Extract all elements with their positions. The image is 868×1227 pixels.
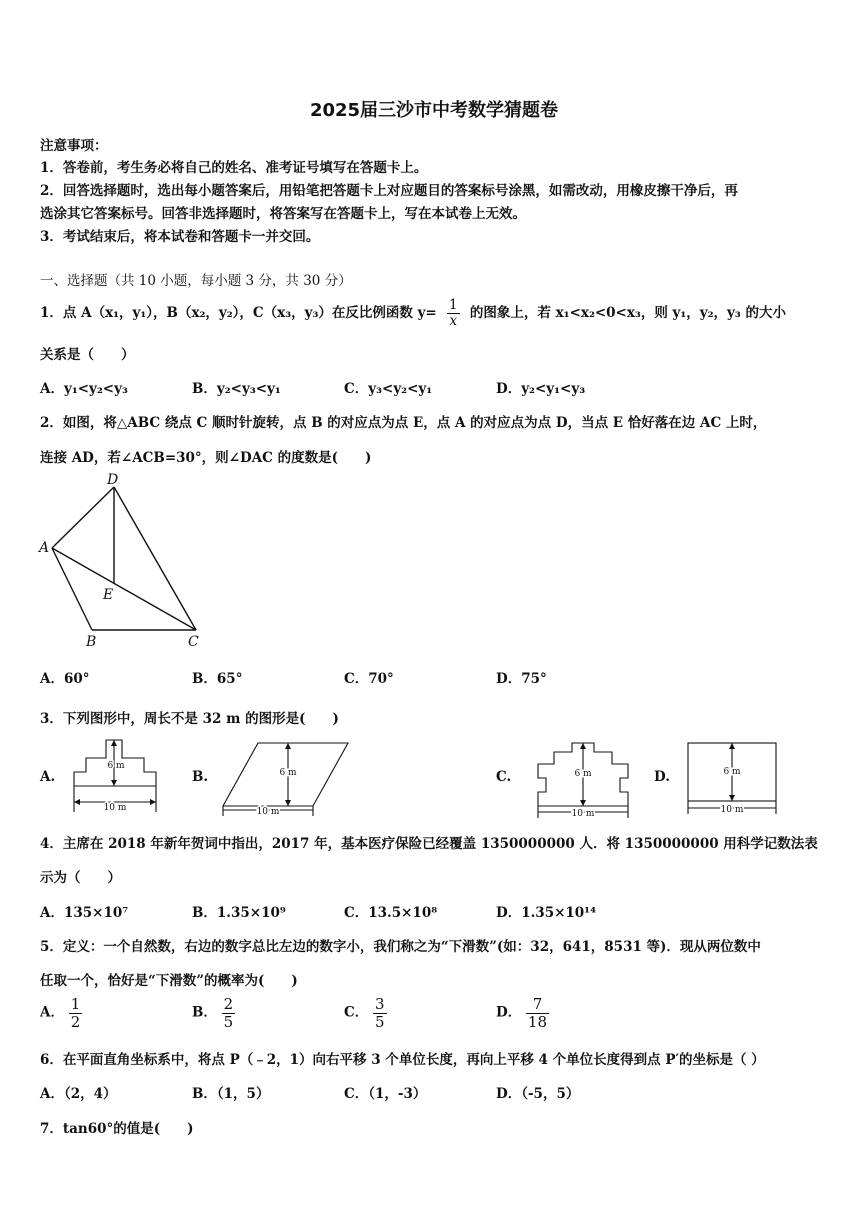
q6-option-a[interactable]: A．（2，4） bbox=[40, 1086, 117, 1102]
width-label: 10 m bbox=[103, 803, 127, 813]
q3-option-d[interactable]: D. bbox=[654, 769, 670, 785]
arrowhead bbox=[285, 743, 291, 749]
q4-line-1: 4．主席在 2018 年新年贺词中指出，2017 年，基本医疗保险已经覆盖 1350000000 人．将 1350000000 用科学记数法表 bbox=[40, 836, 818, 852]
segment-da bbox=[52, 487, 114, 548]
arrowhead bbox=[285, 800, 291, 806]
arrowhead bbox=[729, 795, 735, 801]
option-fraction bbox=[373, 996, 387, 1030]
option-fraction bbox=[526, 996, 549, 1030]
arrowhead bbox=[111, 740, 117, 746]
q3-option-b[interactable]: B. bbox=[192, 769, 209, 785]
frac-num: 3 bbox=[374, 995, 385, 1013]
option-fraction bbox=[222, 996, 236, 1030]
frac-num: 1 bbox=[70, 995, 81, 1013]
q1-text-c: 关系是（ ） bbox=[40, 347, 135, 363]
q1-text-b: 的图象上，若 x₁<x₂<0<x₃，则 y₁，y₂，y₃ 的大小 bbox=[469, 304, 787, 321]
width-label: 10 m bbox=[571, 809, 595, 819]
arrowhead bbox=[729, 743, 735, 749]
q1-frac-num: 1 bbox=[449, 297, 458, 313]
q3-line-1: 3．下列图形中，周长不是 32 m 的图形是( ) bbox=[40, 711, 339, 727]
q5-option-b[interactable] bbox=[192, 996, 235, 1030]
segment-ac bbox=[52, 548, 196, 630]
q6-option-d[interactable]: D．（-5，5） bbox=[496, 1086, 580, 1102]
segment-dc bbox=[114, 487, 196, 630]
arrowhead bbox=[580, 743, 586, 749]
segment-ab bbox=[52, 548, 92, 630]
option-label: A． bbox=[40, 1004, 64, 1021]
q4-option-a[interactable]: A．135×10⁷ bbox=[40, 905, 129, 921]
q3-option-a[interactable]: A. bbox=[40, 769, 56, 785]
height-label: 6 m bbox=[279, 768, 297, 778]
section-heading: 一、选择题（共 10 小题，每小题 3 分，共 30 分） bbox=[40, 273, 352, 289]
label-e: E bbox=[103, 587, 114, 603]
q1-text-a: 1．点 A（x₁，y₁），B（x₂，y₂），C（x₃，y₃）在反比例函数 y= bbox=[40, 304, 437, 321]
option-fraction bbox=[69, 996, 83, 1030]
q1-option-a[interactable]: A．y₁<y₂<y₃ bbox=[40, 381, 128, 397]
q5-option-d[interactable] bbox=[496, 996, 549, 1030]
label-a: A bbox=[39, 540, 50, 556]
q4-option-b[interactable]: B．1.35×10⁹ bbox=[192, 905, 286, 921]
q1-option-c[interactable]: C．y₃<y₂<y₁ bbox=[344, 381, 433, 397]
q2-option-b[interactable]: B．65° bbox=[192, 671, 243, 687]
q3-figure-c bbox=[532, 738, 638, 820]
frac-num: 7 bbox=[526, 996, 549, 1014]
width-label: 10 m bbox=[720, 805, 744, 815]
q2-line-1: 2．如图，将△ABC 绕点 C 顺时针旋转，点 B 的对应点为点 E，点 A 的对应点为点 D，当点 E 恰好落在边 AC 上时， bbox=[40, 415, 767, 431]
height-label: 6 m bbox=[107, 761, 125, 771]
frac-den: 2 bbox=[70, 1012, 81, 1031]
arrowhead bbox=[111, 780, 117, 786]
q3-figure-d bbox=[682, 738, 782, 820]
frac-den: 5 bbox=[374, 1012, 385, 1031]
q3-figure-b bbox=[218, 738, 354, 818]
label-c: C bbox=[188, 634, 199, 650]
notice-item-2b: 选涂其它答案标号。回答非选择题时，将答案写在答题卡上，写在本试卷上无效。 bbox=[40, 206, 526, 222]
option-label: D． bbox=[496, 1004, 522, 1021]
frac-den: 5 bbox=[223, 1012, 234, 1031]
arrowhead bbox=[150, 799, 156, 805]
q6-line-1: 6．在平面直角坐标系中，将点 P（﹣2，1）向右平移 3 个单位长度，再向上平移 4 个单位长度得到点 P′的坐标是（ ） bbox=[40, 1052, 765, 1068]
q4-line-2: 示为（ ） bbox=[40, 870, 121, 886]
notice-item-3: 3．考试结束后，将本试卷和答题卡一并交回。 bbox=[40, 229, 320, 245]
notice-item-1: 1．答卷前，考生务必将自己的姓名、准考证号填写在答题卡上。 bbox=[40, 160, 428, 176]
q3-option-c[interactable]: C. bbox=[496, 769, 512, 785]
q4-option-d[interactable]: D．1.35×10¹⁴ bbox=[496, 905, 597, 921]
q1-fraction bbox=[447, 298, 460, 329]
q2-option-c[interactable]: C．70° bbox=[344, 671, 394, 687]
notice-item-2a: 2．回答选择题时，选出每小题答案后，用铅笔把答题卡上对应题目的答案标号涂黑，如需改动，用橡皮擦干净后，再 bbox=[40, 183, 738, 199]
notice-heading: 注意事项： bbox=[40, 138, 108, 154]
frac-den: 18 bbox=[527, 1012, 548, 1031]
option-label: B． bbox=[192, 1004, 217, 1021]
q2-line-2: 连接 AD，若∠ACB=30°，则∠DAC 的度数是( ) bbox=[40, 450, 372, 466]
q7-line-1: 7．tan60°的值是( ) bbox=[40, 1121, 194, 1137]
frac-num: 2 bbox=[223, 995, 234, 1013]
height-label: 6 m bbox=[723, 767, 741, 777]
q2-option-d[interactable]: D．75° bbox=[496, 671, 547, 687]
q5-option-a[interactable] bbox=[40, 996, 82, 1030]
width-label: 10 m bbox=[256, 807, 280, 817]
q5-line-2: 任取一个，恰好是“下滑数”的概率为( ) bbox=[40, 973, 298, 989]
q2-option-a[interactable]: A．60° bbox=[40, 671, 90, 687]
height-label: 6 m bbox=[574, 769, 592, 779]
q6-option-b[interactable]: B．（1，5） bbox=[192, 1086, 270, 1102]
question-1 bbox=[40, 298, 786, 329]
arrowhead bbox=[74, 799, 80, 805]
q5-line-1: 5．定义：一个自然数，右边的数字总比左边的数字小，我们称之为“下滑数”(如：32，641，8531 等)．现从两位数中 bbox=[40, 939, 761, 955]
arrowhead bbox=[580, 800, 586, 806]
q4-option-c[interactable]: C．13.5×10⁸ bbox=[344, 905, 438, 921]
page-title: 2025届三沙市中考数学猜题卷 bbox=[309, 100, 559, 121]
q6-option-c[interactable]: C．（1，-3） bbox=[344, 1086, 427, 1102]
q1-option-d[interactable]: D．y₂<y₁<y₃ bbox=[496, 381, 586, 397]
q5-option-c[interactable] bbox=[344, 996, 387, 1030]
option-label: C． bbox=[344, 1004, 369, 1021]
q1-frac-den: x bbox=[449, 312, 458, 329]
label-b: B bbox=[86, 634, 97, 650]
label-d: D bbox=[107, 472, 119, 488]
q3-figure-a bbox=[66, 734, 170, 816]
q2-figure bbox=[36, 470, 216, 650]
q1-option-b[interactable]: B．y₂<y₃<y₁ bbox=[192, 381, 281, 397]
